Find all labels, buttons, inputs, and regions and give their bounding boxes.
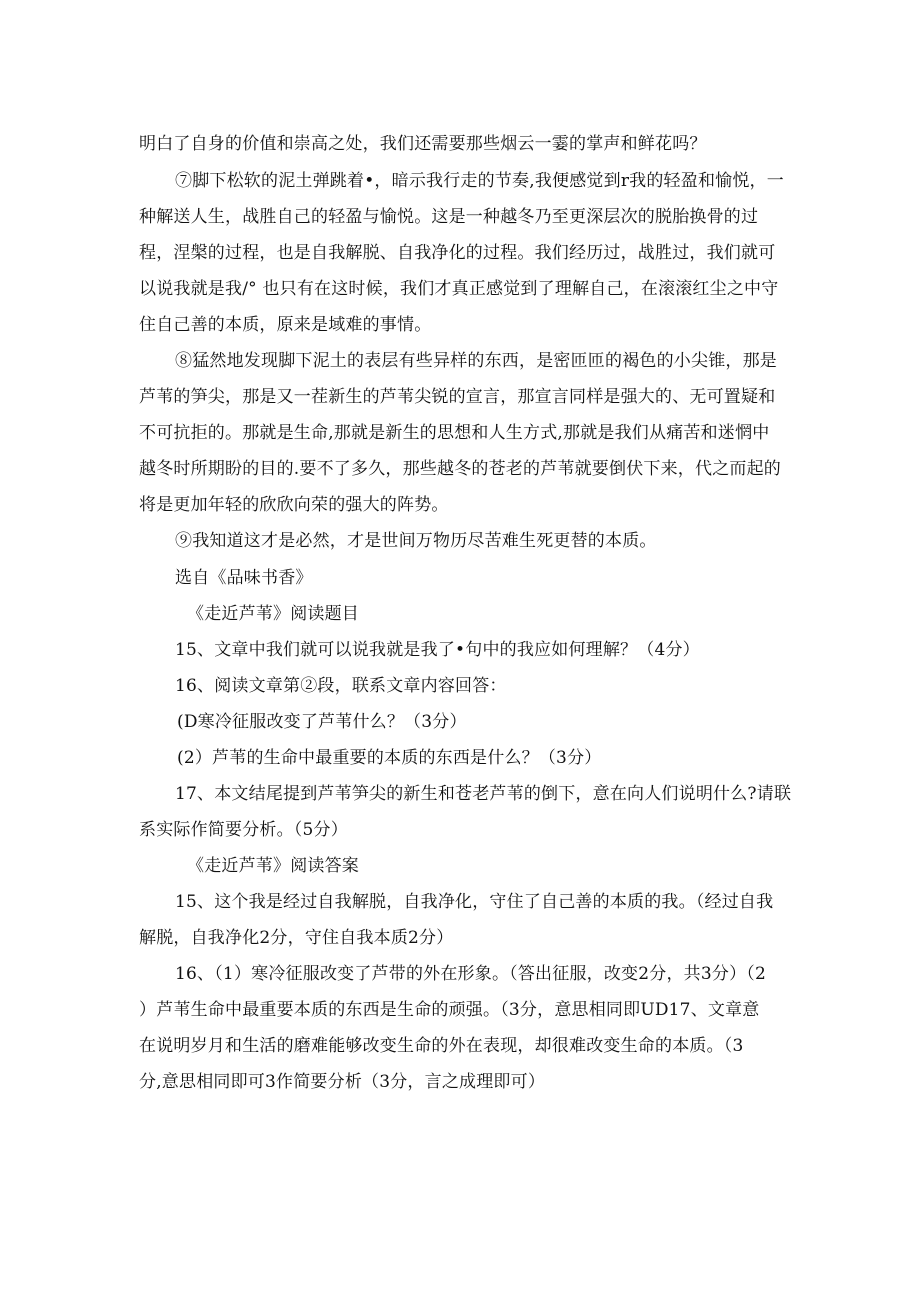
text-line: ⑧猛然地发现脚下泥土的表层有些异样的东西，是密匝匝的褐色的小尖锥，那是 bbox=[175, 351, 777, 371]
answer-item-continued: 分,意思相同即可3作简要分析（3分，言之成理即可） bbox=[139, 1072, 546, 1092]
section-title: 《走近芦苇》阅读题目 bbox=[187, 604, 359, 624]
answer-item: 16、（1）寒冷征服改变了芦带的外在形象。（答出征服，改变2分，共3分）（2 bbox=[175, 964, 766, 984]
question-item-continued: 系实际作简要分析。（5分） bbox=[139, 820, 348, 840]
text-line: 将是更加年轻的欣欣向荣的强大的阵势。 bbox=[139, 495, 449, 515]
question-item: 15、文章中我们就可以说我就是我了•句中的我应如何理解？（4分） bbox=[175, 640, 700, 660]
question-item: 17、本文结尾提到芦苇笋尖的新生和苍老芦苇的倒下，意在向人们说明什么?请联 bbox=[175, 784, 792, 804]
question-subitem: (2）芦苇的生命中最重要的本质的东西是什么？（3分） bbox=[177, 748, 602, 768]
question-subitem: (D寒冷征服改变了芦苇什么？（3分） bbox=[177, 712, 467, 732]
text-line: 芦苇的笋尖，那是又一茬新生的芦苇尖锐的宣言，那宣言同样是强大的、无可置疑和 bbox=[139, 387, 776, 407]
text-line: ⑨我知道这才是必然，才是世间万物历尽苦难生死更替的本质。 bbox=[175, 531, 657, 551]
section-title: 《走近芦苇》阅读答案 bbox=[187, 856, 359, 876]
text-line: 种解送人生，战胜自己的轻盈与愉悦。这是一种越冬乃至更深层次的脱胎换骨的过 bbox=[139, 207, 759, 227]
text-line: 以说我就是我/° 也只有在这时候，我们才真正感觉到了理解自己，在滚滚红尘之中守 bbox=[139, 279, 779, 299]
source-line: 选自《品味书香》 bbox=[175, 568, 313, 588]
answer-item-continued: 解脱，自我净化2分，守住自我本质2分） bbox=[139, 928, 454, 948]
text-line: 不可抗拒的。那就是生命,那就是新生的思想和人生方式,那就是我们从痛苦和迷惘中 bbox=[139, 423, 770, 443]
answer-item-continued: ）芦苇生命中最重要本质的东西是生命的顽强。（3分，意思相同即UD17、文章意 bbox=[139, 1000, 760, 1020]
question-item: 16、阅读文章第②段，联系文章内容回答： bbox=[175, 676, 507, 696]
text-line: ⑦脚下松软的泥土弹跳着•，暗示我行走的节奏,我便感觉到r我的轻盈和愉悦，一 bbox=[175, 171, 784, 191]
answer-item: 15、这个我是经过自我解脱，自我净化，守住了自己善的本质的我。（经过自我 bbox=[175, 892, 774, 912]
answer-item-continued: 在说明岁月和生活的磨难能够改变生命的外在表现，却很难改变生命的本质。（3 bbox=[139, 1036, 744, 1056]
text-line: 明白了自身的价值和崇高之处，我们还需要那些烟云一霎的掌声和鲜花吗？ bbox=[139, 134, 707, 154]
text-line: 越冬时所期盼的目的.要不了多久，那些越冬的苍老的芦苇就要倒伏下来，代之而起的 bbox=[139, 459, 782, 479]
text-line: 住自己善的本质，原来是域难的事情。 bbox=[139, 315, 432, 335]
text-line: 程，涅槃的过程，也是自我解脱、自我净化的过程。我们经历过，战胜过，我们就可 bbox=[139, 243, 776, 263]
